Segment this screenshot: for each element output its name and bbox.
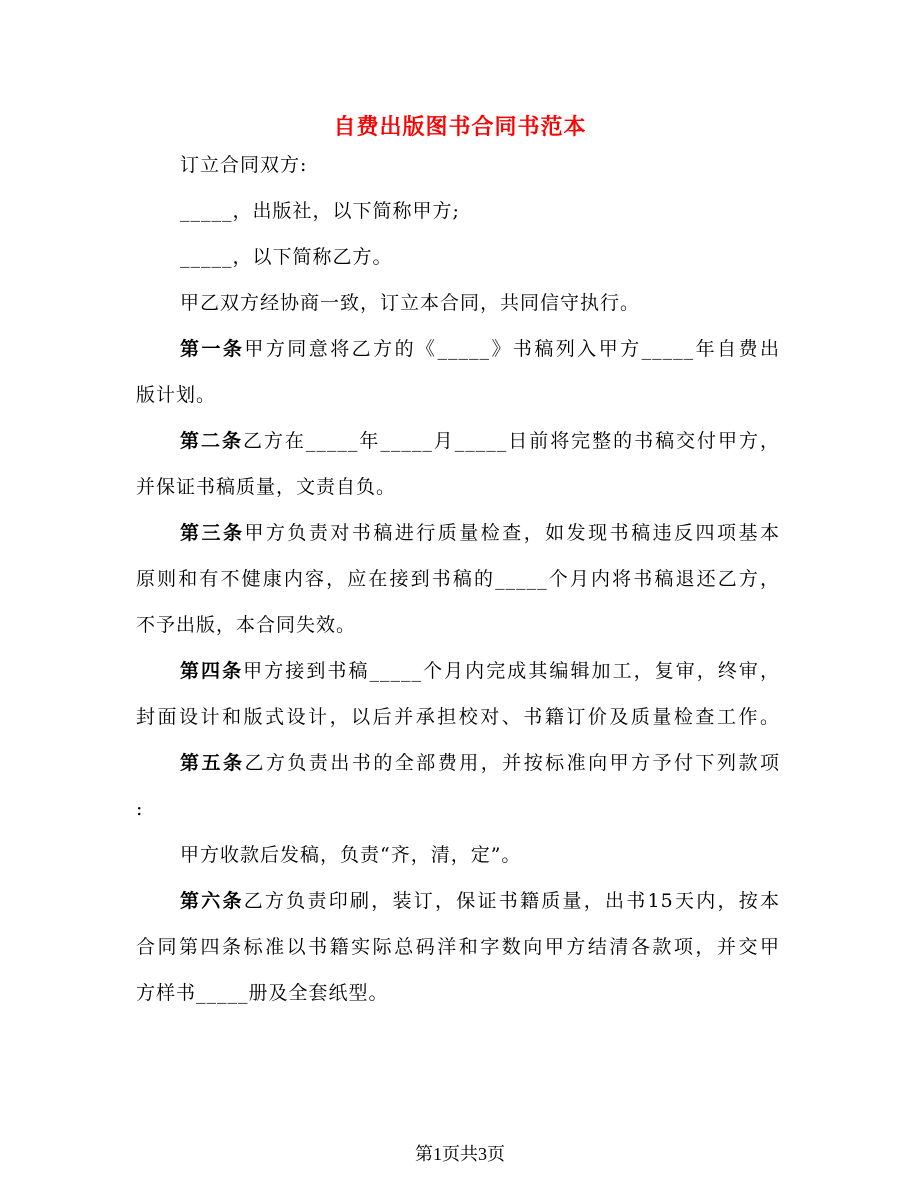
article-text: 原则和有不健康内容，应在接到书稿的_____个月内将书稿退还乙方， xyxy=(136,568,780,590)
article-5-continuation: : xyxy=(136,798,144,820)
article-label: 第一条 xyxy=(180,338,245,360)
article-text: 甲方同意将乙方的《_____》书稿列入甲方_____年自费出 xyxy=(244,338,780,360)
article-5 xyxy=(180,751,780,775)
article-label: 第四条 xyxy=(180,660,244,682)
article-4 xyxy=(180,659,780,683)
article-text: 甲方负责对书稿进行质量检查，如发现书稿违反四项基本 xyxy=(244,522,780,544)
article-text: 乙方负责印刷，装订，保证书籍质量，出书15天内，按本 xyxy=(243,890,780,912)
article-label: 第二条 xyxy=(180,430,243,452)
article-3-continuation: 不予出版，本合同失效。 xyxy=(136,614,357,636)
article-6 xyxy=(180,889,780,913)
article-text: 甲方接到书稿_____个月内完成其编辑加工，复审，终审， xyxy=(243,660,780,682)
page-indicator: 第1页共3页 xyxy=(415,1144,505,1164)
party-a-line: _____，出版社，以下简称甲方; xyxy=(180,200,460,222)
article-1 xyxy=(180,337,780,361)
article-label: 第五条 xyxy=(180,752,245,774)
article-3-continuation xyxy=(136,567,780,591)
document-body xyxy=(136,153,780,1005)
article-6-continuation: 方样书_____册及全套纸型。 xyxy=(136,982,389,1004)
article-text: 封面设计和版式设计，以后并承担校对、书籍订价及质量检查工作。 xyxy=(136,706,780,728)
article-1-continuation: 版计划。 xyxy=(136,384,217,406)
article-text: 乙方负责出书的全部费用，并按标准向甲方予付下列款项 xyxy=(244,752,780,774)
payment-note: 甲方收款后发稿，负责“齐，清，定”。 xyxy=(180,844,522,866)
article-6-continuation xyxy=(136,935,780,959)
article-label: 第六条 xyxy=(180,890,244,912)
intro-line: 甲乙双方经协商一致，订立本合同，共同信守执行。 xyxy=(180,292,641,314)
parties-heading: 订立合同双方: xyxy=(180,154,308,176)
article-2-continuation: 并保证书稿质量，文责自负。 xyxy=(136,476,397,498)
article-2 xyxy=(180,429,780,453)
party-b-line: _____，以下简称乙方。 xyxy=(180,246,393,268)
article-label: 第三条 xyxy=(180,522,245,544)
document-title: 自费出版图书合同书范本 xyxy=(333,114,587,140)
article-3 xyxy=(180,521,780,545)
article-text: 合同第四条标准以书籍实际总码洋和字数向甲方结清各款项，并交甲 xyxy=(136,936,780,958)
article-text: 乙方在_____年_____月_____日前将完整的书稿交付甲方， xyxy=(242,430,780,452)
article-4-continuation xyxy=(136,705,780,729)
